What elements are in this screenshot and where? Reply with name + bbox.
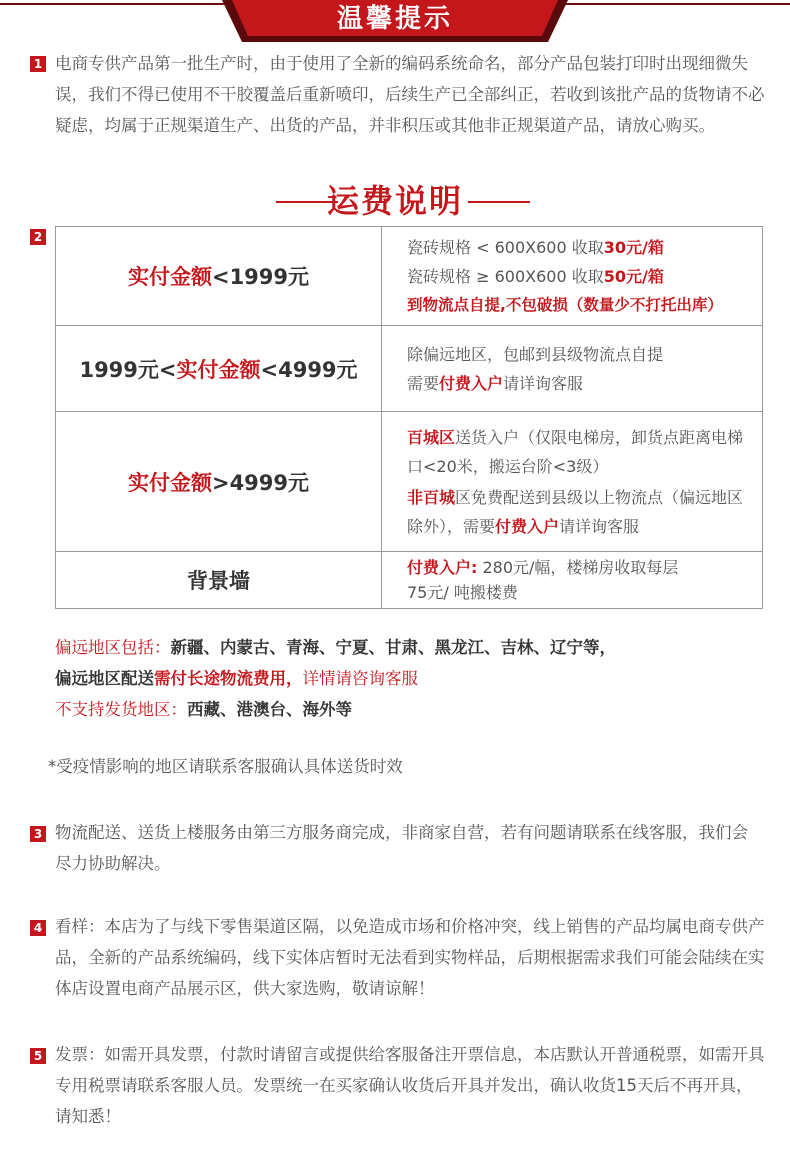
remote-areas-line: 偏远地区包括：新疆、内蒙古、青海、宁夏、甘肃、黑龙江、吉林、辽宁等， xyxy=(55,638,616,657)
shipping-table xyxy=(55,226,763,609)
notice-5-number: 5 xyxy=(30,1048,46,1064)
shipping-number: 2 xyxy=(30,229,46,245)
notice-1-number: 1 xyxy=(30,56,46,72)
row1-label: 实付金额<1999元 xyxy=(56,227,382,326)
unsupported-areas-line: 不支持发货地区：西藏、港澳台、海外等 xyxy=(55,700,352,719)
notice-4-text: 看样：本店为了与线下零售渠道区隔，以免造成市场和价格冲突，线上销售的产品均属电商专供产品，全新的产品系统编码，线下实体店暂时无法看到实物样品，后期根据需求我们可能会陆续在实体店设置电商产品展示区，供大家选购，敬请谅解！ xyxy=(55,917,765,998)
row1-description: 瓷砖规格 < 600X600 收取30元/箱 瓷砖规格 ≥ 600X600 收取50元/箱 到物流点自提,不包破损（数量少不打托出库） xyxy=(382,227,763,326)
title-right-line xyxy=(468,201,530,203)
header-title: 温馨提示 xyxy=(336,4,453,34)
row2-label: 1999元<实付金额<4999元 xyxy=(56,326,382,412)
notice-1-text: 电商专供产品第一批生产时，由于使用了全新的编码系统命名，部分产品包装打印时出现细微失误，我们不得已使用不干胶覆盖后重新喷印，后续生产已全部纠正，若收到该批产品的货物请不必疑虑，均属于正规渠道生产、出货的产品，并非积压或其他非正规渠道产品，请放心购买。 xyxy=(55,54,765,135)
shipping-title-text: 运费说明 xyxy=(326,182,463,220)
table-row xyxy=(56,552,763,609)
notice-3-number: 3 xyxy=(30,826,46,842)
row2-description: 除偏远地区，包邮到县级物流点自提 需要付费入户请详询客服 xyxy=(382,326,763,412)
row4-label: 背景墙 xyxy=(56,552,382,609)
row4-description: 付费入户: 280元/幅，楼梯房收取每层 75元/ 吨搬楼费 xyxy=(382,552,763,609)
row3-label: 实付金额>4999元 xyxy=(56,412,382,552)
table-row xyxy=(56,326,763,412)
row3-description: 百城区送货入户（仅限电梯房，卸货点距离电梯口<20米，搬运台阶<3级） 非百城区免费配送到县级以上物流点（偏远地区除外），需要付费入户请详询客服 xyxy=(382,412,763,552)
covid-note: *受疫情影响的地区请联系客服确认具体送货时效 xyxy=(48,757,403,776)
notice-4-number: 4 xyxy=(30,920,46,936)
remote-delivery-line: 偏远地区配送需付长途物流费用，详情请咨询客服 xyxy=(55,669,418,688)
table-row xyxy=(56,412,763,552)
table-row xyxy=(56,227,763,326)
notice-3-text: 物流配送、送货上楼服务由第三方服务商完成，非商家自营，若有问题请联系在线客服，我们会尽力协助解决。 xyxy=(55,823,748,873)
notice-5-text: 发票：如需开具发票，付款时请留言或提供给客服备注开票信息，本店默认开普通税票，如需开具专用税票请联系客服人员。发票统一在买家确认收货后开具并发出，确认收货15天后不再开具，请知悉！ xyxy=(55,1045,765,1126)
shipping-section-title xyxy=(0,178,790,224)
